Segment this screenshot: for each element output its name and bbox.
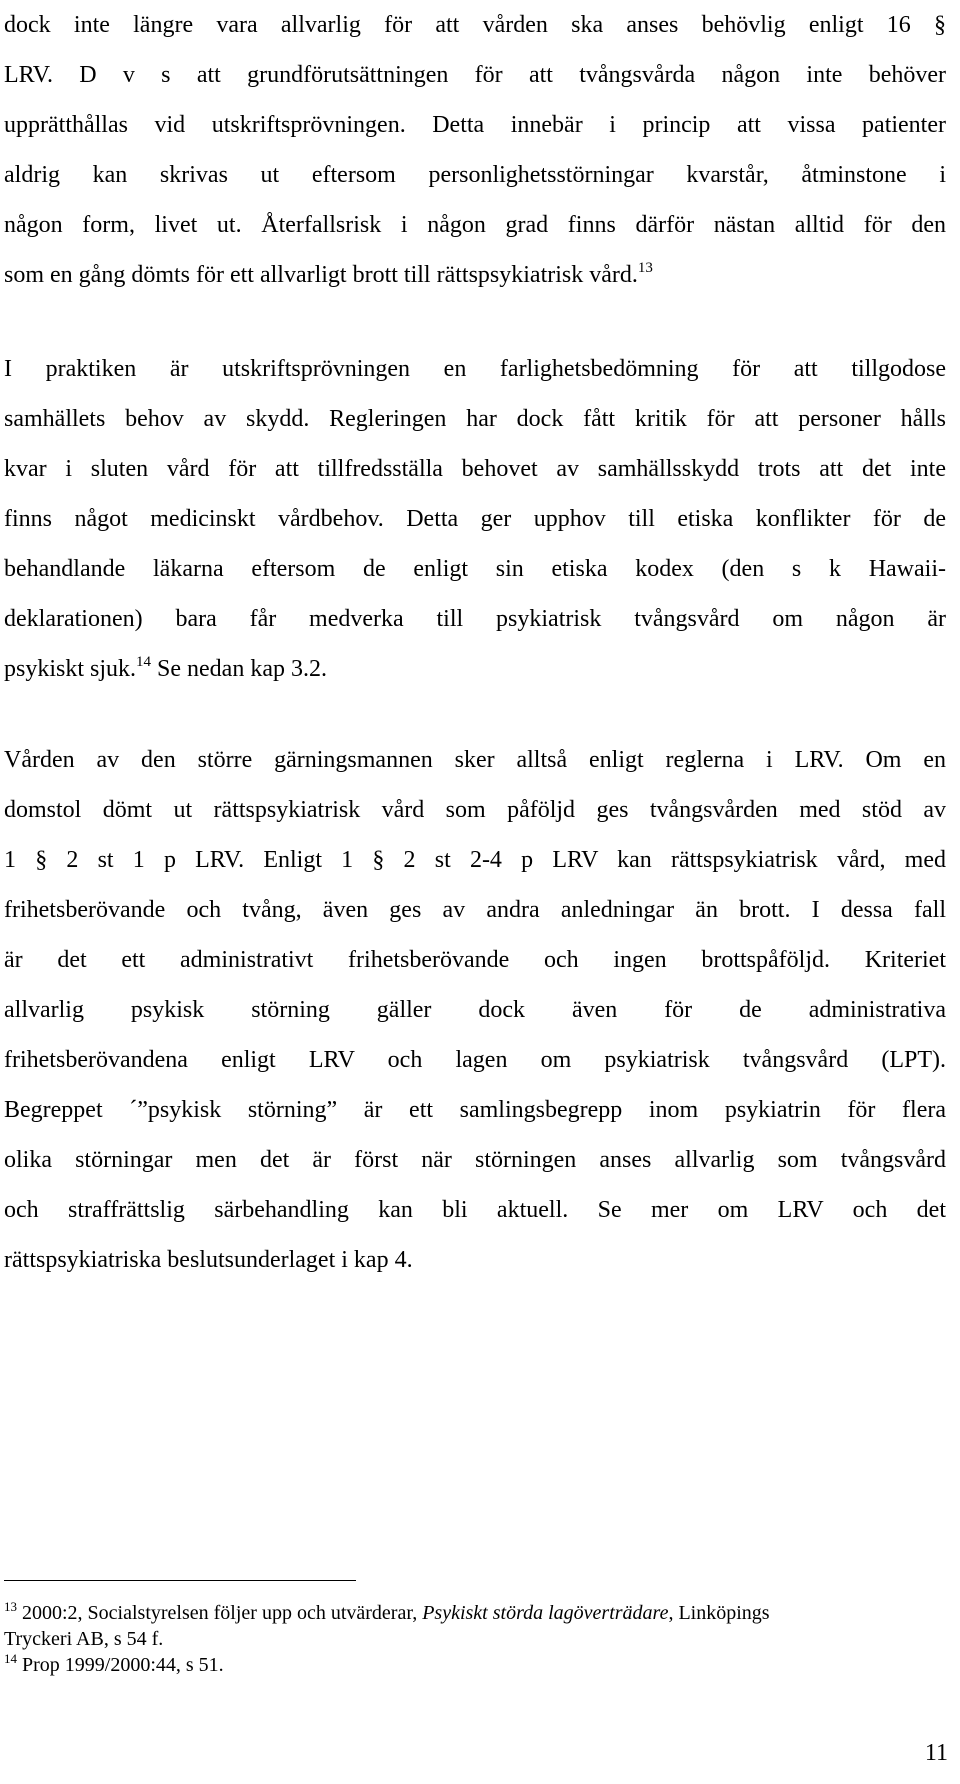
text-line: är det ett administrativt frihetsberövande och ingen brottspåföljd. Kriteriet	[4, 947, 946, 973]
text-line: frihetsberövande och tvång, även ges av andra anledningar än brott. I dessa fall	[4, 897, 946, 923]
text-line: aldrig kan skrivas ut eftersom personlighetsstörningar kvarstår, åtminstone i	[4, 162, 946, 188]
text-line: 1 § 2 st 1 p LRV. Enligt 1 § 2 st 2-4 p LRV kan rättspsykiatrisk vård, med	[4, 847, 946, 873]
paragraph-1	[4, 0, 946, 300]
paragraph-3	[4, 735, 946, 1285]
text-line-last	[4, 644, 946, 694]
text-span: 2000:2, Socialstyrelsen följer upp och utvärderar,	[17, 1602, 423, 1624]
text-line: deklarationen) bara får medverka till psykiatrisk tvångsvård om någon är	[4, 606, 946, 632]
footnote-number: 14	[4, 1651, 17, 1666]
text-span: Prop 1999/2000:44, s 51.	[17, 1654, 224, 1676]
paragraph-2	[4, 344, 946, 694]
text-span: , Linköpings	[668, 1602, 770, 1624]
text-line: Begreppet ´”psykisk störning” är ett samlingsbegrepp inom psykiatrin för flera	[4, 1097, 946, 1123]
text-line: finns något medicinskt vårdbehov. Detta ger upphov till etiska konflikter för de	[4, 506, 946, 532]
text-line: olika störningar men det är först när störningen anses allvarlig som tvångsvård	[4, 1147, 946, 1173]
footnote-divider	[4, 1580, 356, 1581]
text-line: I praktiken är utskriftsprövningen en farlighetsbedömning för att tillgodose	[4, 356, 946, 382]
text-line: samhällets behov av skydd. Regleringen har dock fått kritik för att personer hålls	[4, 406, 946, 432]
text-line-last: rättspsykiatriska beslutsunderlaget i kap 4.	[4, 1247, 413, 1273]
footnote-ref-14[interactable]: 14	[136, 654, 152, 670]
text-line: någon form, livet ut. Återfallsrisk i någon grad finns därför nästan alltid för den	[4, 212, 946, 238]
text-span: som en gång dömts för ett allvarligt brott till rättspsykiatrisk vård.	[4, 262, 638, 288]
footnote-title: Psykiskt störda lagöverträdare	[422, 1602, 669, 1624]
text-line: upprätthållas vid utskriftsprövningen. Detta innebär i princip att vissa patienter	[4, 112, 946, 138]
footnote-14	[4, 1652, 946, 1678]
text-line: och straffrättslig särbehandling kan bli aktuell. Se mer om LRV och det	[4, 1197, 946, 1223]
text-line: dock inte längre vara allvarlig för att vården ska anses behövlig enligt 16 §	[4, 12, 946, 38]
text-line: Vården av den större gärningsmannen sker alltså enligt reglerna i LRV. Om en	[4, 747, 946, 773]
footnote-ref-13[interactable]: 13	[637, 260, 653, 276]
footnote-number: 13	[4, 1599, 17, 1614]
text-line: kvar i sluten vård för att tillfredsställa behovet av samhällsskydd trots att det inte	[4, 456, 946, 482]
page-number: 11	[924, 1740, 948, 1766]
text-line: LRV. D v s att grundförutsättningen för att tvångsvårda någon inte behöver	[4, 62, 946, 88]
text-line-last	[4, 250, 946, 300]
text-line: domstol dömt ut rättspsykiatrisk vård som påföljd ges tvångsvården med stöd av	[4, 797, 946, 823]
text-line: behandlande läkarna eftersom de enligt sin etiska kodex (den s k Hawaii-	[4, 556, 946, 582]
text-span: psykiskt sjuk.	[4, 656, 137, 682]
footnotes	[4, 1600, 946, 1678]
footnote-13-continuation: Tryckeri AB, s 54 f.	[4, 1628, 164, 1650]
text-span: Se nedan kap 3.2.	[151, 656, 327, 682]
text-line: frihetsberövandena enligt LRV och lagen om psykiatrisk tvångsvård (LPT).	[4, 1047, 946, 1073]
text-line: allvarlig psykisk störning gäller dock även för de administrativa	[4, 997, 946, 1023]
footnote-13	[4, 1600, 946, 1626]
